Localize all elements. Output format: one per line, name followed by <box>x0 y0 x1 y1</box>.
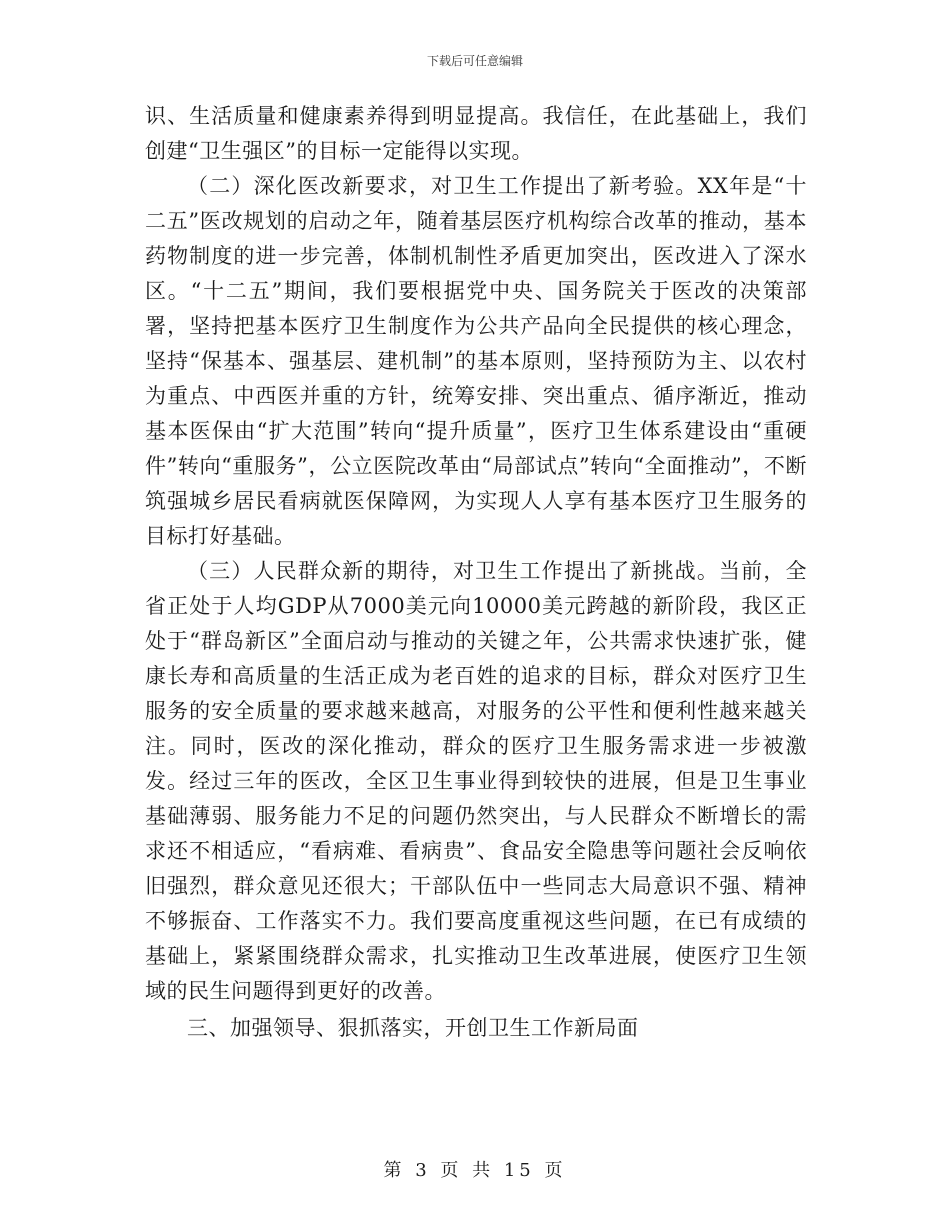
paragraph-continuation: 识、生活质量和健康素养得到明显提高。我信任，在此基础上，我们创建“卫生强区”的目标一定能得以实现。 <box>145 104 807 163</box>
document-body <box>145 99 807 1046</box>
paragraph-public-expectations: （三）人民群众新的期待，对卫生工作提出了新挑战。当前，全省正处于人均GDP从7000美元向10000美元跨越的新阶段，我区正处于“群岛新区”全面启动与推动的关键之年，公共需求快速扩张，健康长寿和高质量的生活正成为老百姓的追求的目标，群众对医疗卫生服务的安全质量的要求越来越高，对服务的公平性和便利性越来越关注。同时，医改的深化推动，群众的医疗卫生服务需求进一步被激发。经过三年的医改，全区卫生事业得到较快的进展，但是卫生事业基础薄弱、服务能力不足的问题仍然突出，与人民群众不断增长的需求还不相适应，“看病难、看病贵”、食品安全隐患等问题社会反响依旧强烈，群众意见还很大；干部队伍中一些同志大局意识不强、精神不够振奋、工作落实不力。我们要高度重视这些问题，在已有成绩的基础上，紧紧围绕群众需求，扎实推动卫生改革进展，使医疗卫生领域的民生问题得到更好的改善。 <box>145 559 807 1003</box>
section-heading: 三、加强领导、狠抓落实，开创卫生工作新局面 <box>187 1016 639 1040</box>
paragraph-medical-reform: （二）深化医改新要求，对卫生工作提出了新考验。XX年是“十二五”医改规划的启动之年，随着基层医疗机构综合改革的推动，基本药物制度的进一步完善，体制机制性矛盾更加突出，医改进入了深水区。“十二五”期间，我们要根据党中央、国务院关于医改的决策部署，坚持把基本医疗卫生制度作为公共产品向全民提供的核心理念，坚持“保基本、强基层、建机制”的基本原则，坚持预防为主、以农村为重点、中西医并重的方针，统筹安排、突出重点、循序渐近，推动基本医保由“扩大范围”转向“提升质量”，医疗卫生体系建设由“重硬件”转向“重服务”，公立医院改革由“局部试点”转向“全面推动”，不断筑强城乡居民看病就医保障网，为实现人人享有基本医疗卫生服务的目标打好基础。 <box>145 174 807 548</box>
page-number-footer: 第 3 页 共 15 页 <box>383 1160 567 1181</box>
page-header: 下载后可任意编辑 <box>426 54 523 68</box>
